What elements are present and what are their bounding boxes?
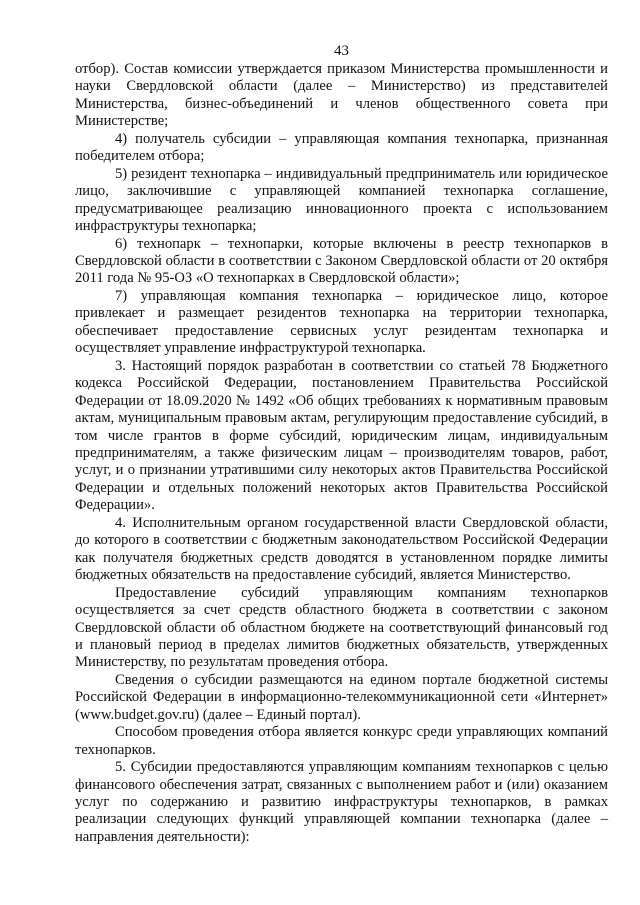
paragraph-definition-5: 5) резидент технопарка – индивидуальный предприниматель или юридическое лицо, заключившие с управляющей компанией технопарка соглашение, предусматривающее реализацию инновационного проекта с использованием инфраструктуры технопарка; [75, 165, 608, 235]
paragraph-selection-method: Способом проведения отбора является конкурс среди управляющих компаний технопарков. [75, 724, 608, 758]
paragraph-commission-continuation: отбор). Состав комиссии утверждается приказом Министерства промышленности и науки Свердловской области (далее – Министерство) из представителей Министерства, бизнес-объединений и членов общественного совета при Министерстве; [75, 61, 608, 130]
paragraph-section-5: 5. Субсидии предоставляются управляющим компаниям технопарков с целью финансового обеспечения затрат, связанных с выполнением работ и (или) оказанием услуг по содержанию и развитию инфраструктуры технопарков, в рамках реализации следующих функций управляющей компании технопарка (далее – направления деятельности): [75, 759, 608, 845]
paragraph-definition-4: 4) получатель субсидии – управляющая компания технопарка, признанная победителем отбора; [75, 130, 608, 165]
paragraph-section-3: 3. Настоящий порядок разработан в соответствии со статьей 78 Бюджетного кодекса Российской Федерации, постановлением Правительства Российской Федерации от 18.09.2020 № 1492 «Об общих требованиях к нормативным правовым актам, муниципальным правовым актам, регулирующим предоставление субсидий, в том числе грантов в форме субсидий, юридическим лицам, индивидуальным предпринимателям, а также физическим лицам – производителям товаров, работ, услуг, и о признании утратившими силу некоторых актов Правительства Российской Федерации и отдельных положений некоторых актов Правительства Российской Федерации». [75, 357, 608, 514]
paragraph-section-4: 4. Исполнительным органом государственной власти Свердловской области, до которого в соответствии с бюджетным законодательством Российской Федерации как получателя бюджетных средств доводятся в установленном порядке лимиты бюджетных обязательств на предоставление субсидий, является Министерство. [75, 514, 608, 584]
page-number: 43 [334, 43, 349, 59]
paragraph-definition-7: 7) управляющая компания технопарка – юридическое лицо, которое привлекает и размещает резидентов технопарка на территории технопарка, обеспечивает предоставление сервисных услуг резидентам технопарка и осуществляет управление инфраструктурой технопарка. [75, 287, 608, 357]
paragraph-subsidy-funding: Предоставление субсидий управляющим компаниям технопарков осуществляется за счет средств областного бюджета в соответствии с законом Свердловской области об областном бюджете на соответствующий финансовый год и плановый период в пределах лимитов бюджетных обязательств, утвержденных Министерству, по результатам проведения отбора. [75, 584, 608, 671]
paragraph-portal-info: Сведения о субсидии размещаются на едином портале бюджетной системы Российской Федерации в информационно-телекоммуникационной сети «Интернет» (www.budget.gov.ru) (далее – Единый портал). [75, 671, 608, 723]
paragraph-definition-6: 6) технопарк – технопарки, которые включены в реестр технопарков в Свердловской области в соответствии с Законом Свердловской области от 20 октября 2011 года № 95-ОЗ «О технопарках в Свердловской области»; [75, 235, 608, 287]
